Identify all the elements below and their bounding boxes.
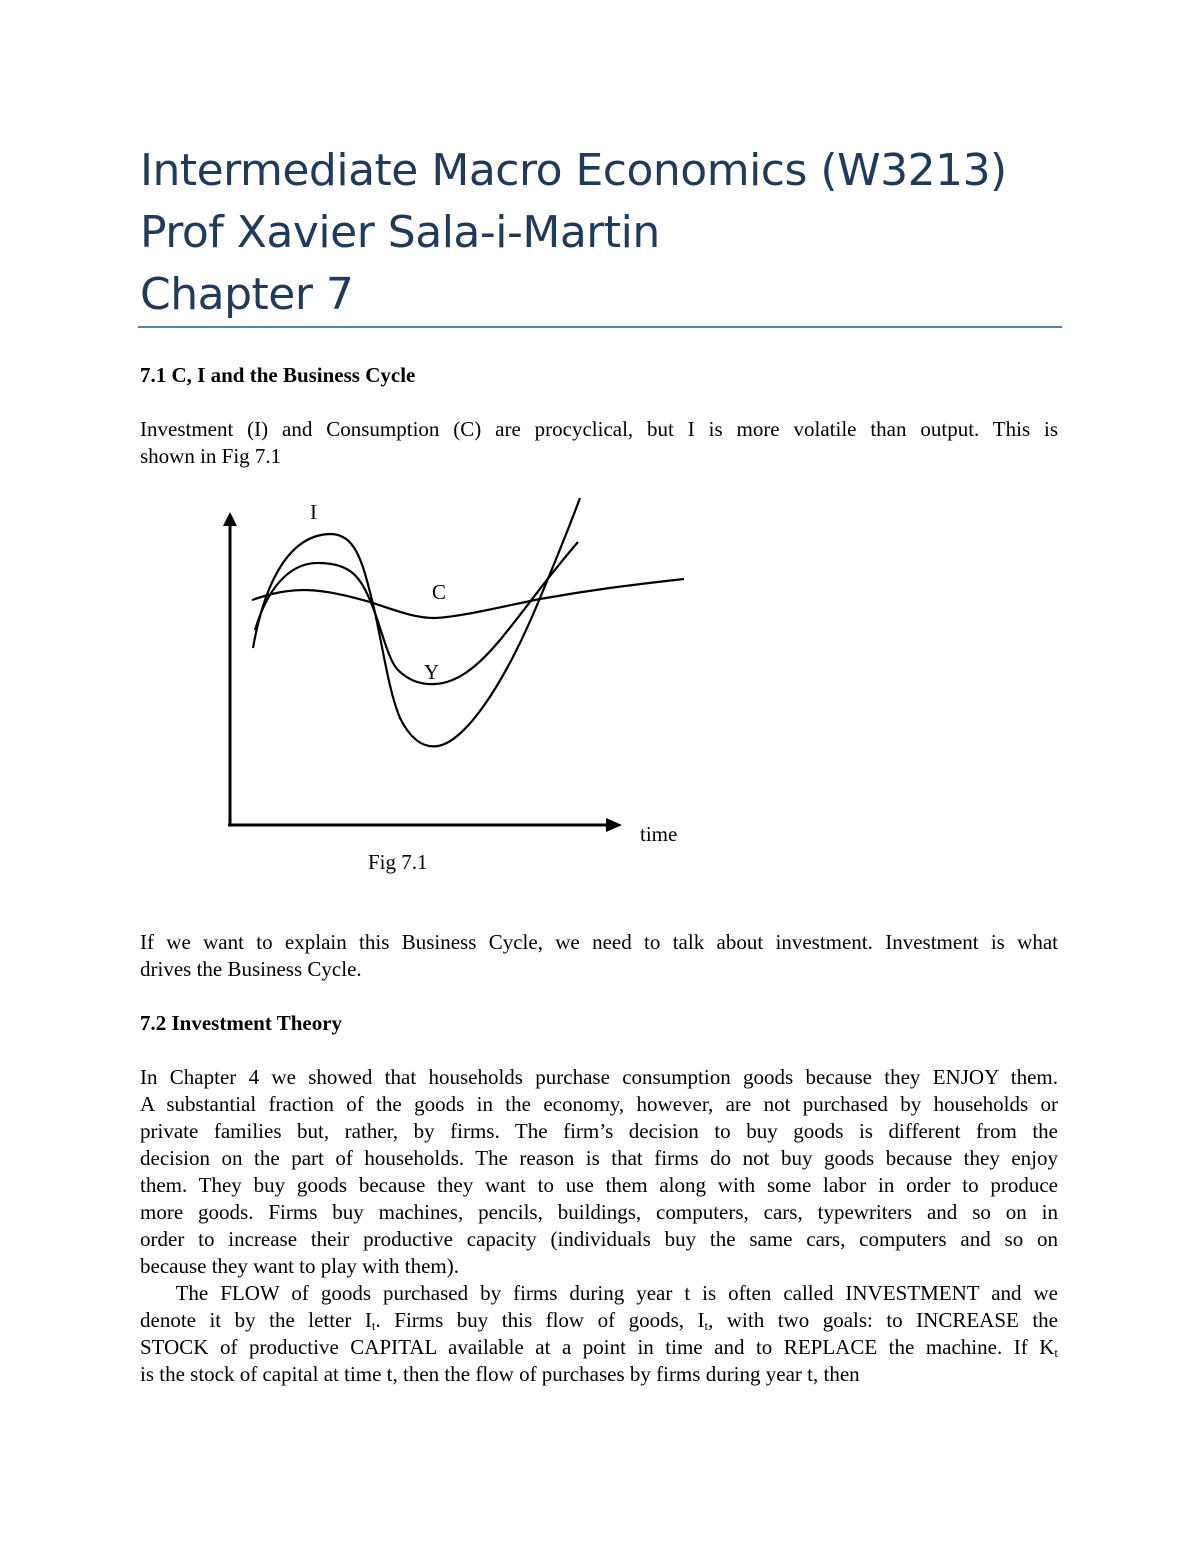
body-line-1: If we want to explain this Business Cycle, we need to talk about investment. Investment is what bbox=[140, 930, 1058, 954]
p2-line-3-part-a: STOCK of productive CAPITAL available at a point in time and to REPLACE the machine. If K bbox=[140, 1335, 1055, 1359]
intro-line-1: Investment (I) and Consumption (C) are procyclical, but I is more volatile than output. This is bbox=[140, 417, 1058, 441]
section-heading-7-1: 7.1 C, I and the Business Cycle bbox=[140, 363, 416, 387]
p1-line-5: them. They buy goods because they want to use them along with some labor in order to produce bbox=[140, 1173, 1058, 1197]
section-1-body bbox=[140, 929, 1058, 983]
section-heading-7-2: 7.2 Investment Theory bbox=[140, 1011, 343, 1035]
section-2-paragraph-1 bbox=[140, 1064, 1058, 1280]
p2-line-2-sub-1: t bbox=[371, 1318, 376, 1333]
p2-line-3 bbox=[140, 1334, 1058, 1361]
p1-line-1: In Chapter 4 we showed that households purchase consumption goods because they ENJOY them. bbox=[140, 1065, 1058, 1089]
p1-line-3: private families but, rather, by firms. The firm’s decision to buy goods is different from the bbox=[140, 1119, 1058, 1143]
p2-line-2-part-c: , with two goals: to INCREASE the bbox=[708, 1308, 1058, 1332]
p2-line-2-part-b: . Firms buy this flow of goods, I bbox=[375, 1308, 705, 1332]
label-output: Y bbox=[424, 660, 440, 684]
intro-line-2: shown in Fig 7.1 bbox=[140, 444, 282, 468]
p1-line-7: order to increase their productive capacity (individuals buy the same cars, computers and so on bbox=[140, 1227, 1058, 1251]
title-course: Intermediate Macro Economics (W3213) bbox=[140, 145, 1007, 196]
label-consumption: C bbox=[432, 580, 447, 604]
p2-line-1: The FLOW of goods purchased by firms during year t is often called INVESTMENT and we bbox=[140, 1281, 1058, 1305]
p2-line-2-sub-2: t bbox=[704, 1318, 709, 1333]
p2-line-3-sub: t bbox=[1054, 1345, 1058, 1360]
y-axis-arrowhead bbox=[223, 512, 237, 526]
curve-investment bbox=[253, 498, 580, 746]
section-2-paragraph-2 bbox=[140, 1280, 1058, 1388]
title-professor: Prof Xavier Sala-i-Martin bbox=[140, 207, 660, 258]
p1-line-6: more goods. Firms buy machines, pencils, buildings, computers, cars, typewriters and so on in bbox=[140, 1200, 1058, 1224]
document-title bbox=[140, 140, 1070, 326]
p2-line-2-part-a: denote it by the letter I bbox=[140, 1308, 372, 1332]
figure-caption: Fig 7.1 bbox=[368, 850, 428, 874]
body-line-2: drives the Business Cycle. bbox=[140, 957, 362, 981]
title-chapter: Chapter 7 bbox=[140, 269, 354, 320]
p1-line-8: because they want to play with them). bbox=[140, 1254, 459, 1278]
curve-consumption bbox=[252, 579, 684, 618]
label-investment: I bbox=[310, 500, 317, 524]
p1-line-2: A substantial fraction of the goods in the economy, however, are not purchased by households or bbox=[140, 1092, 1058, 1116]
curve-output bbox=[255, 542, 578, 684]
p1-line-4: decision on the part of households. The reason is that firms do not buy goods because they enjoy bbox=[140, 1146, 1058, 1170]
title-rule bbox=[138, 326, 1062, 328]
x-axis-label: time bbox=[640, 822, 678, 846]
x-axis-arrowhead bbox=[606, 818, 622, 832]
section-1-intro bbox=[140, 416, 1058, 470]
figure-7-1 bbox=[200, 490, 720, 880]
p2-line-4: is the stock of capital at time t, then the flow of purchases by firms during year t, then bbox=[140, 1362, 860, 1386]
p2-line-2 bbox=[140, 1307, 1058, 1334]
